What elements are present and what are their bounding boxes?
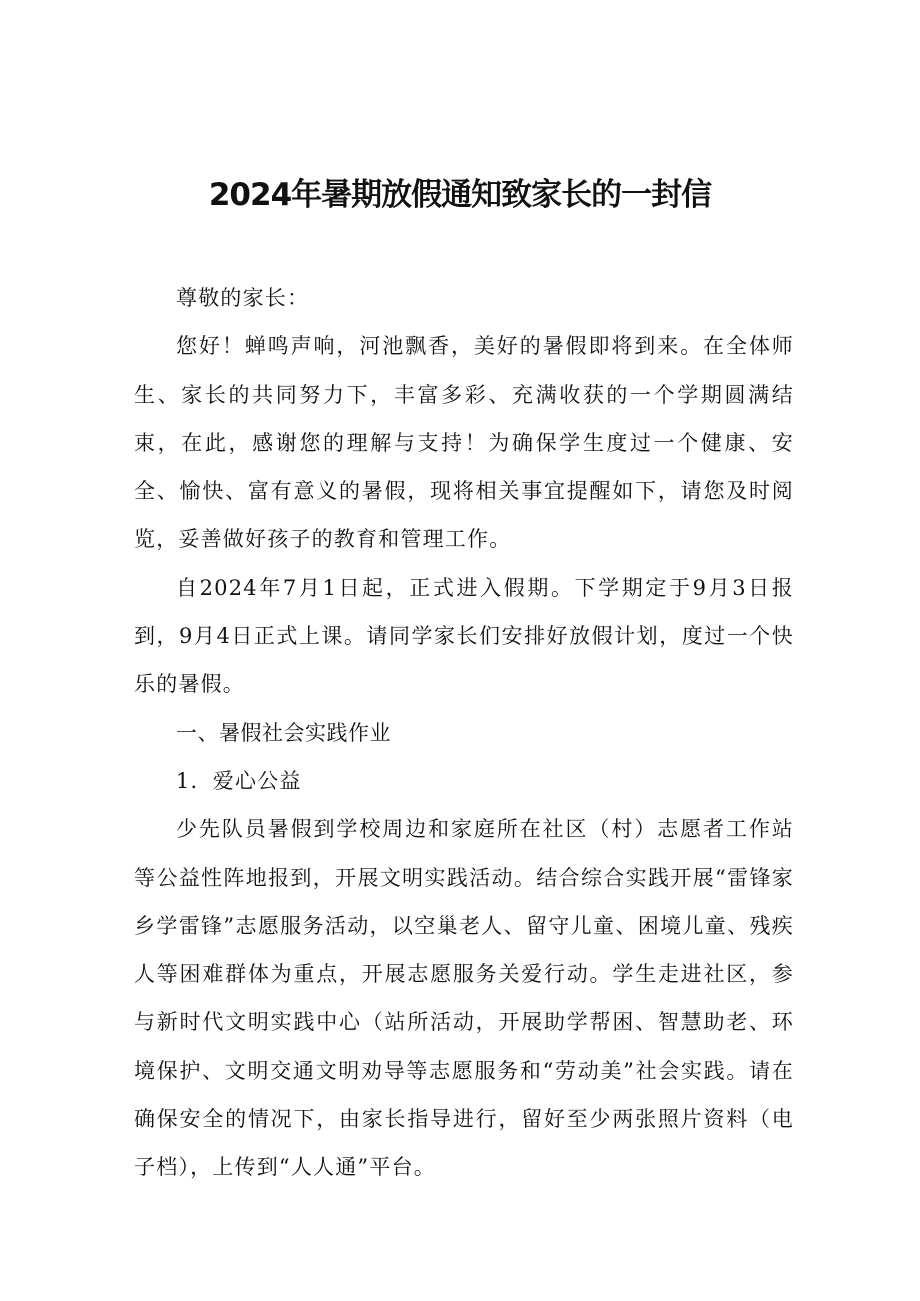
subsection-paragraph: 少先队员暑假到学校周边和家庭所在社区（村）志愿者工作站等公益性阵地报到，开展文明实践活动。结合综合实践开展“雷锋家乡学雷锋”志愿服务活动，以空巢老人、留守儿童、困境儿童、残疾人等困难群体为重点，开展志愿服务关爱行动。学生走进社区，参与新时代文明实践中心（站所活动，开展助学帮困、智慧助老、环境保护、文明交通文明劝导等志愿服务和“劳动美”社会实践。请在确保安全的情况下，由家长指导进行，留好至少两张照片资料（电子档），上传到“人人通”平台。 — [134, 817, 794, 1180]
greeting-paragraph: 您好！蝉鸣声响，河池飘香，美好的暑假即将到来。在全体师生、家长的共同努力下，丰富多彩、充满收获的一个学期圆满结束，在此，感谢您的理解与支持！为确保学生度过一个健康、安全、愉快、富有意义的暑假，现将相关事宜提醒如下，请您及时阅览，妥善做好孩子的教育和管理工作。 — [134, 334, 794, 552]
subsection-heading: 1．爱心公益 — [176, 768, 302, 793]
document-title: 2024年暑期放假通知致家长的一封信 — [208, 177, 712, 213]
salutation: 尊敬的家长： — [176, 286, 310, 310]
letter-body — [134, 274, 794, 1192]
schedule-paragraph: 自2024年7月1日起，正式进入假期。下学期定于9月3日报到，9月4日正式上课。请同学家长们安排好放假计划，度过一个快乐的暑假。 — [134, 575, 794, 697]
section-heading: 一、暑假社会实践作业 — [176, 720, 391, 745]
